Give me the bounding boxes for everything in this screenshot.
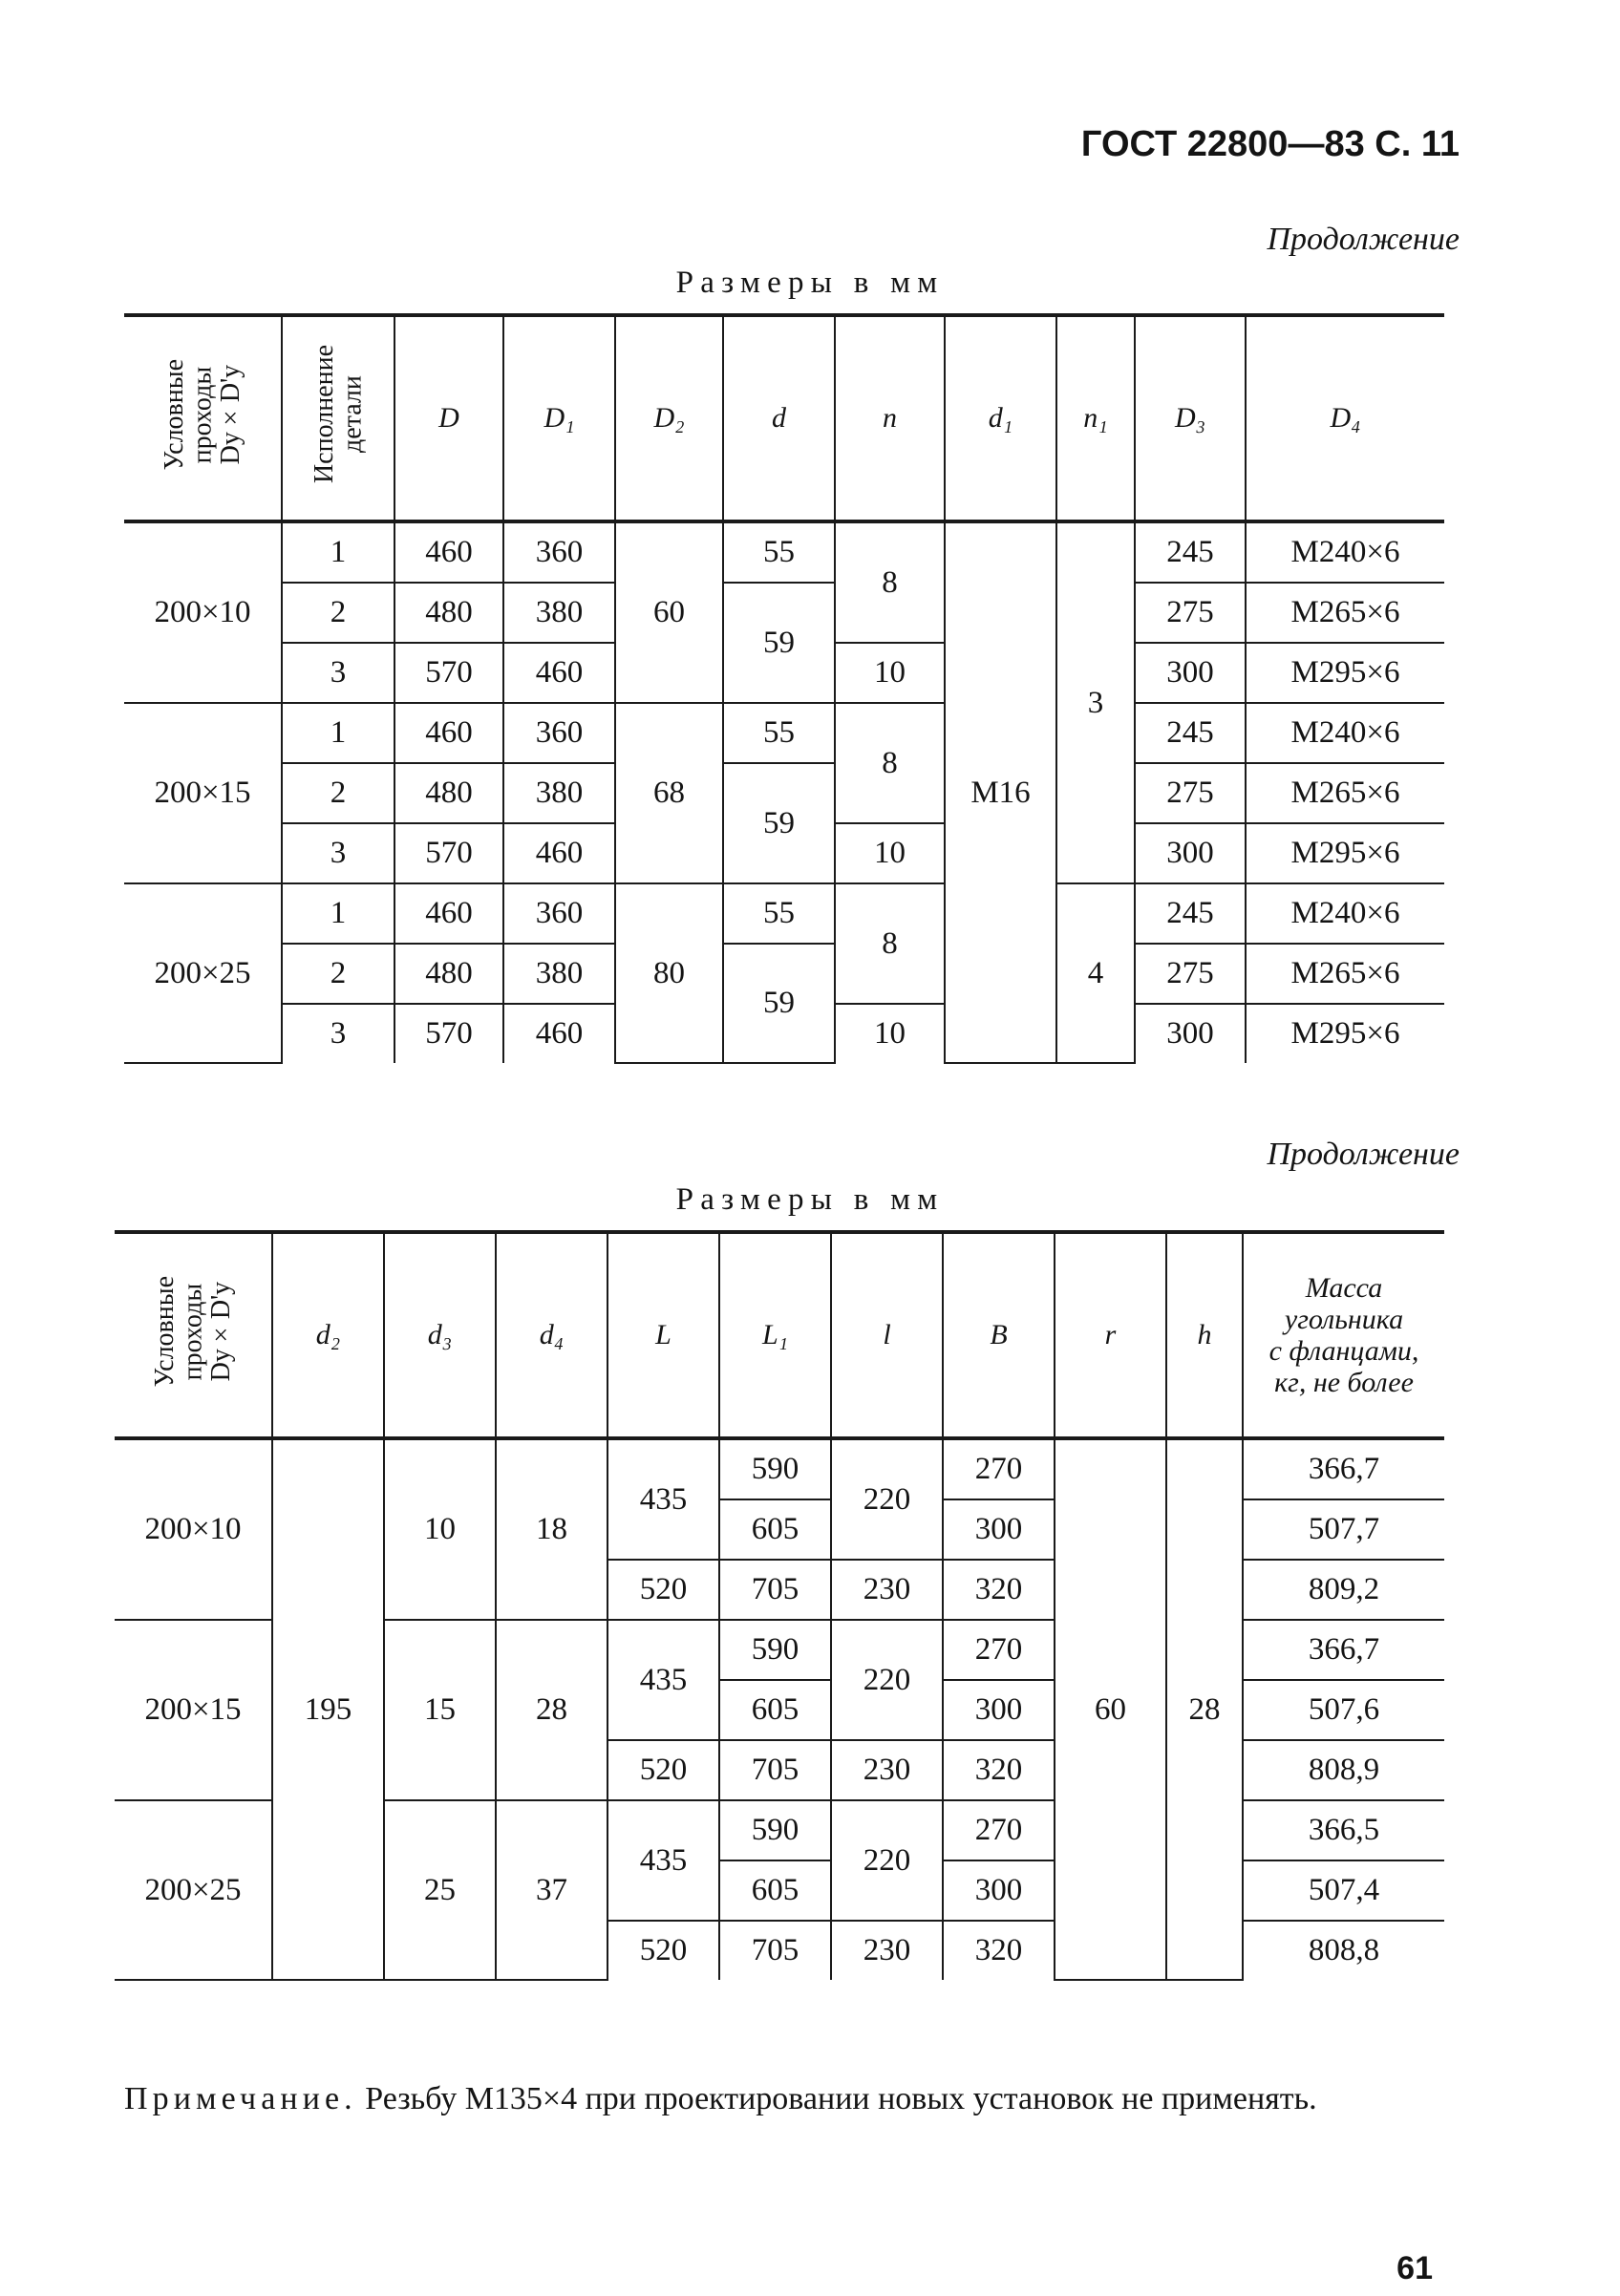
header-nominal-line2: проходы xyxy=(187,366,218,463)
D4-cell: M295×6 xyxy=(1246,1004,1444,1063)
document-header: ГОСТ 22800—83 С. 11 xyxy=(1080,124,1460,164)
d4-cell: 28 xyxy=(496,1620,608,1800)
d4-cell: 18 xyxy=(496,1438,608,1620)
D3-cell: 245 xyxy=(1135,521,1246,583)
n1-cell: 4 xyxy=(1056,883,1135,1063)
D4-cell: M240×6 xyxy=(1246,521,1444,583)
header-d3: d₃ xyxy=(384,1232,496,1438)
page-number: 61 xyxy=(1396,2250,1433,2286)
D-cell: 480 xyxy=(394,944,503,1004)
header-h: h xyxy=(1166,1232,1243,1438)
n-cell: 8 xyxy=(835,521,945,643)
mass-cell: 507,7 xyxy=(1243,1499,1444,1560)
D3-cell: 300 xyxy=(1135,643,1246,703)
r-cell: 60 xyxy=(1055,1438,1166,1980)
L-cell: 435 xyxy=(608,1620,719,1740)
D2-cell: 60 xyxy=(615,521,723,703)
L1-cell: 590 xyxy=(719,1438,831,1499)
n-cell: 8 xyxy=(835,703,945,823)
table-row xyxy=(124,521,1444,583)
D3-cell: 300 xyxy=(1135,823,1246,883)
h-cell: 28 xyxy=(1166,1438,1243,1980)
header-L1: L₁ xyxy=(719,1232,831,1438)
header-L: L xyxy=(608,1232,719,1438)
header-nominal-line1: Условные xyxy=(149,1275,180,1388)
L-cell: 435 xyxy=(608,1800,719,1921)
nominal-passage-cell: 200×15 xyxy=(124,703,282,883)
D1-cell: 460 xyxy=(503,643,615,703)
note-label: Примечание. xyxy=(124,2081,357,2116)
header-d4: d₄ xyxy=(496,1232,608,1438)
n1-cell: 3 xyxy=(1056,521,1135,883)
mass-cell: 808,8 xyxy=(1243,1921,1444,1980)
header-l: l xyxy=(831,1232,943,1438)
B-cell: 320 xyxy=(943,1740,1055,1800)
table-row xyxy=(124,703,1444,763)
D3-cell: 245 xyxy=(1135,703,1246,763)
L1-cell: 605 xyxy=(719,1860,831,1921)
n-cell: 10 xyxy=(835,823,945,883)
D3-cell: 275 xyxy=(1135,583,1246,643)
nominal-passage-cell: 200×25 xyxy=(124,883,282,1063)
header-n: n xyxy=(835,315,945,521)
mass-cell: 507,4 xyxy=(1243,1860,1444,1921)
header-d: d xyxy=(723,315,835,521)
header-r: r xyxy=(1055,1232,1166,1438)
mass-cell: 366,5 xyxy=(1243,1800,1444,1860)
B-cell: 300 xyxy=(943,1680,1055,1740)
l-cell: 220 xyxy=(831,1438,943,1560)
mass-cell: 507,6 xyxy=(1243,1680,1444,1740)
table-row xyxy=(124,583,1444,643)
nominal-passage-cell: 200×10 xyxy=(115,1438,272,1620)
header-mass-line2: угольника xyxy=(1284,1304,1404,1335)
D-cell: 480 xyxy=(394,763,503,823)
header-variant-line1: Исполнение xyxy=(309,345,339,484)
L-cell: 520 xyxy=(608,1560,719,1620)
L1-cell: 705 xyxy=(719,1740,831,1800)
table2-header-row xyxy=(115,1232,1444,1438)
L1-cell: 590 xyxy=(719,1800,831,1860)
D4-cell: M265×6 xyxy=(1246,583,1444,643)
variant-cell: 2 xyxy=(282,763,394,823)
D-cell: 460 xyxy=(394,521,503,583)
L1-cell: 590 xyxy=(719,1620,831,1680)
header-n1: n₁ xyxy=(1056,315,1135,521)
header-nominal-line3: Dy×D'y xyxy=(205,1281,236,1382)
header-variant-line2: детали xyxy=(337,375,367,454)
n-cell: 10 xyxy=(835,643,945,703)
table1-units-caption: Размеры в мм xyxy=(675,266,945,300)
d3-cell: 15 xyxy=(384,1620,496,1800)
l-cell: 230 xyxy=(831,1740,943,1800)
D3-cell: 275 xyxy=(1135,944,1246,1004)
D1-cell: 380 xyxy=(503,763,615,823)
footnote xyxy=(124,2080,1444,2119)
D-cell: 570 xyxy=(394,1004,503,1063)
l-cell: 220 xyxy=(831,1800,943,1921)
header-nominal-line3: Dy×D'y xyxy=(215,364,245,465)
variant-cell: 3 xyxy=(282,1004,394,1063)
l-cell: 220 xyxy=(831,1620,943,1740)
l-cell: 230 xyxy=(831,1560,943,1620)
L1-cell: 705 xyxy=(719,1560,831,1620)
variant-cell: 1 xyxy=(282,521,394,583)
table2-units-caption: Размеры в мм xyxy=(675,1182,945,1217)
D3-cell: 300 xyxy=(1135,1004,1246,1063)
D1-cell: 380 xyxy=(503,944,615,1004)
D3-cell: 275 xyxy=(1135,763,1246,823)
B-cell: 270 xyxy=(943,1438,1055,1499)
B-cell: 320 xyxy=(943,1921,1055,1980)
B-cell: 300 xyxy=(943,1860,1055,1921)
header-mass-line4: кг, не более xyxy=(1274,1367,1414,1398)
nominal-passage-cell: 200×15 xyxy=(115,1620,272,1800)
variant-cell: 2 xyxy=(282,944,394,1004)
D4-cell: M265×6 xyxy=(1246,944,1444,1004)
d-cell: 59 xyxy=(723,583,835,703)
table1-continuation-label: Продолжение xyxy=(1267,222,1460,257)
header-D1: D₁ xyxy=(503,315,615,521)
table-row xyxy=(124,944,1444,1004)
dimensions-table-1 xyxy=(124,313,1444,1064)
variant-cell: 1 xyxy=(282,883,394,944)
table-row xyxy=(115,1438,1444,1499)
D1-cell: 460 xyxy=(503,1004,615,1063)
L1-cell: 605 xyxy=(719,1499,831,1560)
variant-cell: 3 xyxy=(282,823,394,883)
D-cell: 570 xyxy=(394,643,503,703)
n-cell: 8 xyxy=(835,883,945,1004)
D2-cell: 80 xyxy=(615,883,723,1063)
D4-cell: M240×6 xyxy=(1246,883,1444,944)
header-D4: D₄ xyxy=(1246,315,1444,521)
dimensions-table-2 xyxy=(115,1230,1444,1981)
B-cell: 270 xyxy=(943,1620,1055,1680)
D1-cell: 360 xyxy=(503,521,615,583)
n-cell: 10 xyxy=(835,1004,945,1063)
header-D: D xyxy=(394,315,503,521)
mass-cell: 808,9 xyxy=(1243,1740,1444,1800)
header-mass-line1: Масса xyxy=(1305,1272,1383,1304)
table2-continuation-label: Продолжение xyxy=(1267,1137,1460,1172)
header-nominal-line1: Условные xyxy=(159,358,189,471)
d3-cell: 10 xyxy=(384,1438,496,1620)
D1-cell: 460 xyxy=(503,823,615,883)
d1-cell: M16 xyxy=(945,521,1056,1063)
nominal-passage-cell: 200×25 xyxy=(115,1800,272,1980)
table1-header-row xyxy=(124,315,1444,521)
note-text: Резьбу M135×4 при проектировании новых установок не применять. xyxy=(365,2081,1317,2116)
D2-cell: 68 xyxy=(615,703,723,883)
D1-cell: 360 xyxy=(503,883,615,944)
d4-cell: 37 xyxy=(496,1800,608,1980)
L1-cell: 605 xyxy=(719,1680,831,1740)
D1-cell: 380 xyxy=(503,583,615,643)
d3-cell: 25 xyxy=(384,1800,496,1980)
variant-cell: 3 xyxy=(282,643,394,703)
D3-cell: 245 xyxy=(1135,883,1246,944)
d-cell: 55 xyxy=(723,883,835,944)
D1-cell: 360 xyxy=(503,703,615,763)
nominal-passage-cell: 200×10 xyxy=(124,521,282,703)
D4-cell: M265×6 xyxy=(1246,763,1444,823)
mass-cell: 366,7 xyxy=(1243,1620,1444,1680)
table-row xyxy=(124,763,1444,823)
variant-cell: 1 xyxy=(282,703,394,763)
header-B: B xyxy=(943,1232,1055,1438)
d-cell: 59 xyxy=(723,763,835,883)
table-row xyxy=(124,883,1444,944)
D4-cell: M295×6 xyxy=(1246,823,1444,883)
header-mass xyxy=(1243,1232,1444,1438)
header-D2: D₂ xyxy=(615,315,723,521)
header-d1: d₁ xyxy=(945,315,1056,521)
B-cell: 300 xyxy=(943,1499,1055,1560)
l-cell: 230 xyxy=(831,1921,943,1980)
header-D3: D₃ xyxy=(1135,315,1246,521)
header-mass-line3: с фланцами, xyxy=(1268,1335,1419,1367)
header-nominal-passage xyxy=(115,1232,272,1438)
d2-cell: 195 xyxy=(272,1438,384,1980)
L-cell: 520 xyxy=(608,1921,719,1980)
D-cell: 460 xyxy=(394,703,503,763)
L-cell: 520 xyxy=(608,1740,719,1800)
D-cell: 570 xyxy=(394,823,503,883)
header-d2: d₂ xyxy=(272,1232,384,1438)
B-cell: 270 xyxy=(943,1800,1055,1860)
B-cell: 320 xyxy=(943,1560,1055,1620)
d-cell: 59 xyxy=(723,944,835,1063)
header-nominal-line2: проходы xyxy=(178,1283,208,1380)
D-cell: 480 xyxy=(394,583,503,643)
variant-cell: 2 xyxy=(282,583,394,643)
L1-cell: 705 xyxy=(719,1921,831,1980)
d-cell: 55 xyxy=(723,703,835,763)
mass-cell: 366,7 xyxy=(1243,1438,1444,1499)
d-cell: 55 xyxy=(723,521,835,583)
header-nominal-passage xyxy=(124,315,282,521)
L-cell: 435 xyxy=(608,1438,719,1560)
mass-cell: 809,2 xyxy=(1243,1560,1444,1620)
D-cell: 460 xyxy=(394,883,503,944)
D4-cell: M240×6 xyxy=(1246,703,1444,763)
header-part-variant xyxy=(282,315,394,521)
D4-cell: M295×6 xyxy=(1246,643,1444,703)
